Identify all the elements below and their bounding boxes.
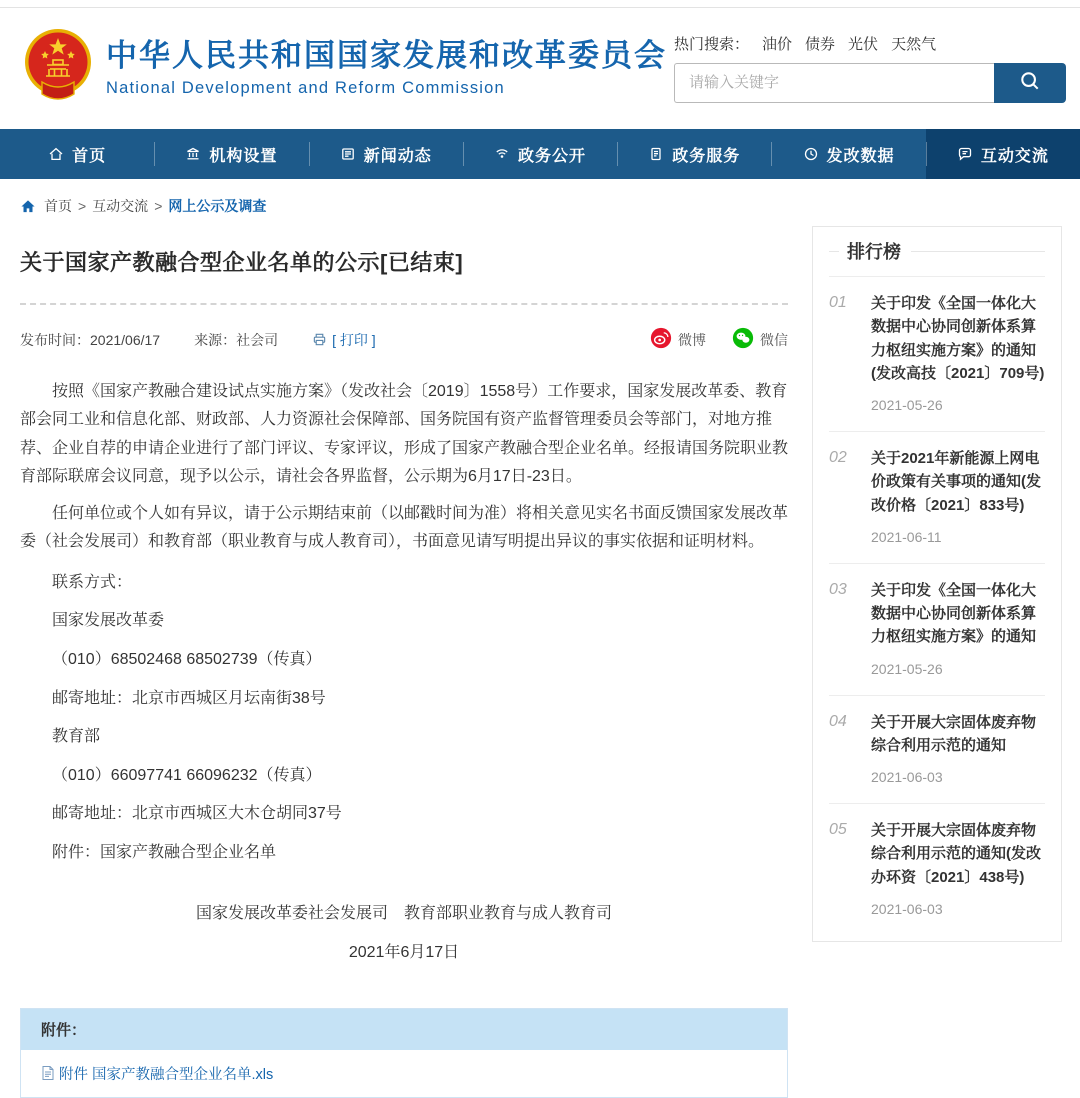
contact-line: 邮寄地址：北京市西城区大木仓胡同37号 bbox=[52, 805, 342, 823]
ranking-link[interactable]: 关于印发《全国一体化大数据中心协同创新体系算力枢纽实施方案》的通知 bbox=[871, 581, 1037, 646]
nav-label: 新闻动态 bbox=[363, 147, 432, 165]
share-wechat-button[interactable] bbox=[732, 327, 788, 352]
nav-label: 机构设置 bbox=[209, 147, 278, 165]
weibo-icon bbox=[650, 327, 678, 352]
hot-search-label: 热门搜索： bbox=[674, 35, 750, 53]
file-icon bbox=[41, 1065, 55, 1081]
bank-icon bbox=[185, 146, 201, 162]
hot-search-term-gas[interactable]: 天然气 bbox=[891, 35, 937, 53]
article-source: 来源：社会司 bbox=[194, 331, 279, 348]
breadcrumb-separator: > bbox=[78, 198, 87, 214]
clock-icon bbox=[803, 146, 819, 162]
rank-number: 05 bbox=[829, 821, 847, 838]
search-button[interactable] bbox=[994, 63, 1066, 103]
home-icon bbox=[20, 199, 36, 214]
breadcrumb-item-interaction[interactable]: 互动交流 bbox=[92, 198, 149, 214]
wechat-icon bbox=[732, 327, 760, 352]
breadcrumb-item-current[interactable]: 网上公示及调查 bbox=[168, 198, 267, 214]
ranking-item-3 bbox=[829, 563, 1045, 695]
share-weibo-button[interactable] bbox=[650, 327, 706, 352]
title-divider bbox=[20, 303, 788, 305]
nav-label: 政务服务 bbox=[672, 147, 741, 165]
rank-number: 02 bbox=[829, 449, 847, 466]
breadcrumb-item-home[interactable]: 首页 bbox=[44, 198, 72, 214]
ranking-link[interactable]: 关于开展大宗固体废弃物综合利用示范的通知(发改办环资〔2021〕438号) bbox=[871, 822, 1041, 886]
publish-time: 发布时间：2021/06/17 bbox=[20, 331, 161, 348]
ranking-date: 2021-05-26 bbox=[871, 660, 943, 677]
attachment-row bbox=[21, 1050, 787, 1097]
ranking-link[interactable]: 关于2021年新能源上网电价政策有关事项的通知(发改价格〔2021〕833号) bbox=[871, 450, 1041, 514]
nav-item-home[interactable] bbox=[0, 129, 154, 179]
ranking-title: 排行榜 bbox=[847, 242, 901, 262]
breadcrumb-separator: > bbox=[154, 198, 163, 214]
search-area bbox=[674, 33, 1066, 103]
signature-date: 2021年6月17日 bbox=[348, 943, 460, 961]
broadcast-icon bbox=[494, 146, 510, 162]
hot-search-bar bbox=[674, 33, 1066, 54]
rank-number: 01 bbox=[829, 294, 847, 311]
chat-icon bbox=[957, 146, 973, 162]
paragraph: 任何单位或个人如有异议，请于公示期结束前（以邮戳时间为准）将相关意见实名书面反馈国家发展改革委（社会发展司）和教育部（职业教育与成人教育司），书面意见请写明提出异议的事实依据和证明材料。 bbox=[20, 504, 789, 551]
nav-label: 首页 bbox=[72, 147, 107, 165]
nav-label: 发改数据 bbox=[826, 147, 895, 165]
nav-item-news[interactable] bbox=[309, 129, 463, 179]
signature: 国家发展改革委社会发展司 教育部职业教育与成人教育司 bbox=[195, 904, 612, 922]
national-emblem-logo bbox=[22, 24, 94, 111]
print-button[interactable] bbox=[312, 330, 376, 350]
main-nav bbox=[0, 129, 1080, 179]
search-input[interactable] bbox=[674, 63, 994, 103]
print-label: [ 打印 ] bbox=[332, 331, 376, 348]
contact-line: 教育部 bbox=[52, 728, 101, 746]
site-title-chinese: 中华人民共和国国家发展和改革委员会 bbox=[106, 38, 667, 74]
ranking-item-2 bbox=[829, 431, 1045, 563]
article-column bbox=[20, 216, 812, 1098]
attachment-box bbox=[20, 1008, 788, 1098]
nav-item-public-affairs[interactable] bbox=[463, 129, 617, 179]
article-title: 关于国家产教融合型企业名单的公示[已结束] bbox=[20, 250, 464, 275]
top-divider bbox=[0, 0, 1080, 8]
document-icon bbox=[648, 146, 664, 162]
ranking-date: 2021-05-26 bbox=[871, 397, 943, 413]
nav-label: 政务公开 bbox=[517, 147, 586, 165]
home-icon bbox=[48, 146, 64, 162]
article-meta bbox=[20, 327, 788, 352]
site-header bbox=[0, 8, 1080, 129]
ranking-date: 2021-06-11 bbox=[871, 528, 942, 545]
ranking-header bbox=[829, 226, 1045, 276]
ranking-date: 2021-06-03 bbox=[871, 900, 943, 917]
contact-line: 国家发展改革委 bbox=[52, 612, 165, 630]
contact-line: 邮寄地址：北京市西城区月坛南街38号 bbox=[52, 689, 326, 707]
rank-number: 04 bbox=[829, 712, 847, 730]
ranking-sidebar bbox=[812, 226, 1062, 1098]
search-icon bbox=[1019, 70, 1041, 95]
article-body bbox=[20, 378, 788, 962]
ranking-link[interactable]: 关于开展大宗固体废弃物综合利用示范的通知 bbox=[871, 713, 1037, 754]
site-title-english: National Development and Reform Commission bbox=[106, 78, 505, 97]
hot-search-term-bond[interactable]: 债券 bbox=[805, 35, 836, 53]
ranking-link[interactable]: 关于印发《全国一体化大数据中心协同创新体系算力枢纽实施方案》的通知(发改高技〔2021〕709号) bbox=[871, 295, 1045, 382]
nav-item-organization[interactable] bbox=[154, 129, 308, 179]
ranking-item-1 bbox=[829, 276, 1045, 431]
hot-search-term-pv[interactable]: 光伏 bbox=[848, 35, 879, 53]
contact-line: （010）68502468 68502739（传真） bbox=[52, 651, 322, 668]
ranking-item-5 bbox=[829, 803, 1045, 935]
contact-line: 联系方式： bbox=[52, 573, 133, 591]
ranking-date: 2021-06-03 bbox=[871, 769, 943, 785]
wechat-label: 微信 bbox=[760, 331, 788, 348]
ranking-item-4 bbox=[829, 695, 1045, 804]
nav-label: 互动交流 bbox=[980, 147, 1049, 165]
attachment-header: 附件： bbox=[21, 1009, 787, 1050]
weibo-label: 微博 bbox=[678, 331, 706, 348]
news-icon bbox=[340, 146, 356, 162]
share-bar bbox=[624, 327, 788, 352]
paragraph: 按照《国家产教融合建设试点实施方案》（发改社会〔2019〕1558号）工作要求，国家发展改革委、教育部会同工业和信息化部、财政部、人力资源社会保障部、国务院国有资产监督管理委员会等部门，对地方推荐、企业自荐的申请企业进行了部门评议、专家评议，形成了国家产教融合型企业名单。经报请国务院职业教育部际联席会议同意，现予以公示，请社会各界监督，公示期为6月17日-23日。 bbox=[20, 383, 789, 486]
nav-item-data[interactable] bbox=[771, 129, 925, 179]
nav-item-interaction[interactable] bbox=[926, 129, 1080, 179]
printer-icon bbox=[312, 332, 327, 347]
nav-item-services[interactable] bbox=[617, 129, 771, 179]
rank-number: 03 bbox=[829, 580, 847, 598]
breadcrumb bbox=[0, 179, 1080, 216]
hot-search-term-oil[interactable]: 油价 bbox=[762, 35, 793, 53]
contact-line: （010）66097741 66096232（传真） bbox=[52, 766, 322, 784]
attachment-file-label: 附件 国家产教融合型企业名单.xls bbox=[59, 1066, 274, 1083]
attachment-file-link[interactable] bbox=[41, 1063, 273, 1084]
contact-line: 附件：国家产教融合型企业名单 bbox=[52, 843, 277, 861]
brand bbox=[22, 24, 667, 111]
